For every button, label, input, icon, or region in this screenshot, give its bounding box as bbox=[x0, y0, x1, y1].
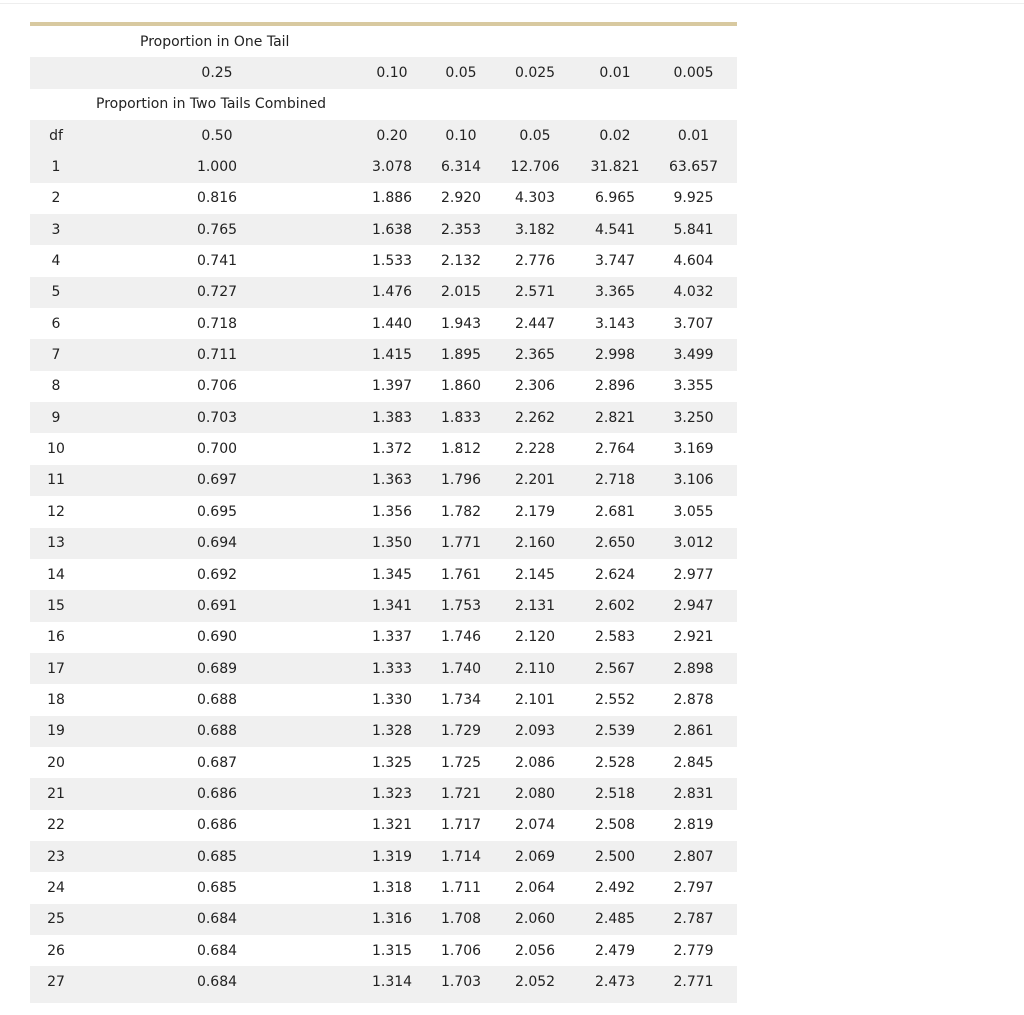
critical-value-cell: 2.764 bbox=[594, 441, 636, 458]
critical-value-cell: 2.069 bbox=[490, 841, 580, 872]
critical-value-cell: 3.250 bbox=[650, 402, 737, 433]
critical-value-cell: 2.528 bbox=[594, 754, 636, 771]
table-row bbox=[30, 841, 737, 872]
critical-value-cell: 2.101 bbox=[514, 691, 556, 708]
critical-value-cell: 6.314 bbox=[432, 151, 490, 182]
critical-value-cell: 1.860 bbox=[440, 378, 482, 395]
critical-value-cell: 0.691 bbox=[82, 590, 352, 621]
critical-value-cell: 1.761 bbox=[440, 566, 482, 583]
critical-value-cell: 1.706 bbox=[440, 942, 482, 959]
t-distribution-table bbox=[30, 26, 737, 998]
table-row bbox=[30, 872, 737, 903]
critical-value-cell: 1.833 bbox=[432, 402, 490, 433]
critical-value-cell: 4.032 bbox=[650, 277, 737, 308]
table-row bbox=[30, 371, 737, 402]
critical-value-cell: 1.476 bbox=[352, 277, 432, 308]
critical-value-cell: 1.943 bbox=[440, 315, 482, 332]
critical-value-cell: 1.383 bbox=[352, 402, 432, 433]
one-tail-value: 0.25 bbox=[82, 57, 352, 88]
table-continuation-row bbox=[30, 998, 737, 1003]
critical-value-cell: 0.700 bbox=[196, 441, 238, 458]
critical-value-cell: 1.711 bbox=[440, 879, 482, 896]
two-tail-value: 0.01 bbox=[650, 120, 737, 151]
critical-value-cell: 2.898 bbox=[650, 653, 737, 684]
critical-value-cell: 2.845 bbox=[673, 754, 714, 771]
critical-value-cell: 2.583 bbox=[594, 629, 636, 646]
critical-value-cell: 6.965 bbox=[594, 190, 636, 207]
critical-value-cell: 0.695 bbox=[196, 503, 238, 520]
critical-value-cell: 1.397 bbox=[371, 378, 413, 395]
critical-value-cell: 2.797 bbox=[673, 879, 714, 896]
critical-value-cell: 2.492 bbox=[594, 879, 636, 896]
table-row bbox=[30, 684, 737, 715]
critical-value-cell: 0.689 bbox=[82, 653, 352, 684]
critical-value-cell: 0.686 bbox=[196, 817, 238, 834]
critical-value-cell: 5.841 bbox=[650, 214, 737, 245]
df-cell: 14 bbox=[47, 566, 65, 583]
df-cell: 5 bbox=[30, 277, 82, 308]
critical-value-cell: 1.895 bbox=[432, 339, 490, 370]
critical-value-cell: 3.106 bbox=[650, 465, 737, 496]
critical-value-cell: 1.796 bbox=[432, 465, 490, 496]
critical-value-cell: 2.552 bbox=[594, 691, 636, 708]
critical-value-cell: 2.921 bbox=[673, 629, 714, 646]
df-cell: 20 bbox=[47, 754, 65, 771]
critical-value-cell: 1.721 bbox=[432, 778, 490, 809]
df-cell: 18 bbox=[47, 691, 65, 708]
critical-value-cell: 2.819 bbox=[673, 817, 714, 834]
critical-value-cell: 0.697 bbox=[82, 465, 352, 496]
critical-value-cell: 3.747 bbox=[594, 253, 636, 270]
critical-value-cell: 0.685 bbox=[82, 841, 352, 872]
critical-value-cell: 2.718 bbox=[580, 465, 650, 496]
df-cell: 8 bbox=[51, 378, 61, 395]
one-tail-value: 0.05 bbox=[432, 57, 490, 88]
df-cell: 16 bbox=[47, 629, 65, 646]
table-row bbox=[30, 747, 737, 778]
critical-value-cell: 2.120 bbox=[514, 629, 556, 646]
critical-value-cell: 2.064 bbox=[514, 879, 556, 896]
critical-value-cell: 2.060 bbox=[490, 904, 580, 935]
critical-value-cell: 1.753 bbox=[432, 590, 490, 621]
critical-value-cell: 1.321 bbox=[371, 817, 413, 834]
table-row bbox=[30, 622, 737, 653]
critical-value-cell: 2.080 bbox=[490, 778, 580, 809]
critical-value-cell: 1.812 bbox=[440, 441, 482, 458]
table-row bbox=[30, 904, 737, 935]
critical-value-cell: 2.132 bbox=[440, 253, 482, 270]
critical-value-cell: 2.821 bbox=[580, 402, 650, 433]
df-cell: 2 bbox=[51, 190, 61, 207]
one-tail-value: 0.005 bbox=[650, 57, 737, 88]
critical-value-cell: 1.703 bbox=[432, 966, 490, 997]
table-row bbox=[30, 214, 737, 245]
df-cell: 6 bbox=[51, 315, 61, 332]
table-row bbox=[30, 308, 737, 339]
critical-value-cell: 2.861 bbox=[650, 716, 737, 747]
critical-value-cell: 1.319 bbox=[352, 841, 432, 872]
table-row bbox=[30, 277, 737, 308]
critical-value-cell: 0.765 bbox=[82, 214, 352, 245]
critical-value-cell: 2.056 bbox=[514, 942, 556, 959]
df-cell: 17 bbox=[30, 653, 82, 684]
table-row bbox=[30, 339, 737, 370]
table-row bbox=[30, 935, 737, 966]
critical-value-cell: 2.228 bbox=[514, 441, 556, 458]
df-cell: 11 bbox=[30, 465, 82, 496]
critical-value-cell: 1.729 bbox=[432, 716, 490, 747]
critical-value-cell: 0.687 bbox=[196, 754, 238, 771]
critical-value-cell: 1.415 bbox=[352, 339, 432, 370]
table-row bbox=[30, 433, 737, 464]
critical-value-cell: 1.328 bbox=[352, 716, 432, 747]
critical-value-cell: 4.604 bbox=[673, 253, 714, 270]
critical-value-cell: 2.110 bbox=[490, 653, 580, 684]
two-tails-label: Proportion in Two Tails Combined bbox=[96, 96, 327, 113]
one-tail-value: 0.025 bbox=[490, 57, 580, 88]
critical-value-cell: 1.440 bbox=[371, 315, 413, 332]
critical-value-cell: 1.638 bbox=[352, 214, 432, 245]
critical-value-cell: 2.807 bbox=[650, 841, 737, 872]
critical-value-cell: 2.052 bbox=[490, 966, 580, 997]
critical-value-cell: 1.337 bbox=[371, 629, 413, 646]
table-row bbox=[30, 778, 737, 809]
critical-value-cell: 2.602 bbox=[580, 590, 650, 621]
critical-value-cell: 1.372 bbox=[371, 441, 413, 458]
critical-value-cell: 2.947 bbox=[650, 590, 737, 621]
critical-value-cell: 2.479 bbox=[594, 942, 636, 959]
critical-value-cell: 2.878 bbox=[673, 691, 714, 708]
df-cell: 3 bbox=[30, 214, 82, 245]
critical-value-cell: 0.706 bbox=[196, 378, 238, 395]
critical-value-cell: 1.345 bbox=[371, 566, 413, 583]
df-cell: 10 bbox=[47, 441, 65, 458]
critical-value-cell: 0.741 bbox=[196, 253, 238, 270]
table-row bbox=[30, 245, 737, 276]
df-cell: 19 bbox=[30, 716, 82, 747]
critical-value-cell: 1.708 bbox=[432, 904, 490, 935]
critical-value-cell: 63.657 bbox=[650, 151, 737, 182]
critical-value-cell: 2.831 bbox=[650, 778, 737, 809]
critical-value-cell: 2.015 bbox=[432, 277, 490, 308]
df-cell: 21 bbox=[30, 778, 82, 809]
critical-value-cell: 2.977 bbox=[673, 566, 714, 583]
critical-value-cell: 2.776 bbox=[514, 253, 556, 270]
critical-value-cell: 0.684 bbox=[196, 942, 238, 959]
df-cell: 26 bbox=[47, 942, 65, 959]
critical-value-cell: 1.886 bbox=[371, 190, 413, 207]
df-cell: 22 bbox=[47, 817, 65, 834]
critical-value-cell: 1.323 bbox=[352, 778, 432, 809]
critical-value-cell: 2.624 bbox=[594, 566, 636, 583]
critical-value-cell: 12.706 bbox=[490, 151, 580, 182]
df-cell: 4 bbox=[51, 253, 61, 270]
two-tail-value: 0.20 bbox=[352, 120, 432, 151]
two-tail-value: 0.50 bbox=[82, 120, 352, 151]
critical-value-cell: 2.650 bbox=[580, 528, 650, 559]
df-cell: 24 bbox=[47, 879, 65, 896]
df-cell: 1 bbox=[30, 151, 82, 182]
critical-value-cell: 2.086 bbox=[514, 754, 556, 771]
critical-value-cell: 2.262 bbox=[490, 402, 580, 433]
critical-value-cell: 2.306 bbox=[514, 378, 556, 395]
table-row bbox=[30, 559, 737, 590]
two-tail-value: 0.02 bbox=[580, 120, 650, 151]
critical-value-cell: 3.012 bbox=[650, 528, 737, 559]
critical-value-cell: 0.694 bbox=[82, 528, 352, 559]
table-row bbox=[30, 716, 737, 747]
df-cell: 13 bbox=[30, 528, 82, 559]
one-tail-value: 0.10 bbox=[352, 57, 432, 88]
critical-value-cell: 2.365 bbox=[490, 339, 580, 370]
critical-value-cell: 2.567 bbox=[580, 653, 650, 684]
critical-value-cell: 2.093 bbox=[490, 716, 580, 747]
one-tail-value: 0.01 bbox=[580, 57, 650, 88]
critical-value-cell: 2.998 bbox=[580, 339, 650, 370]
table-row bbox=[30, 151, 737, 182]
table-row bbox=[30, 183, 737, 214]
page-top-rule bbox=[0, 0, 1024, 4]
critical-value-cell: 2.145 bbox=[514, 566, 556, 583]
critical-value-cell: 0.692 bbox=[196, 566, 238, 583]
table-row bbox=[30, 590, 737, 621]
df-cell: 7 bbox=[30, 339, 82, 370]
df-cell: 27 bbox=[30, 966, 82, 997]
df-cell: 25 bbox=[30, 904, 82, 935]
critical-value-cell: 4.541 bbox=[580, 214, 650, 245]
critical-value-cell: 1.734 bbox=[440, 691, 482, 708]
critical-value-cell: 1.363 bbox=[352, 465, 432, 496]
critical-value-cell: 2.508 bbox=[594, 817, 636, 834]
critical-value-cell: 3.182 bbox=[490, 214, 580, 245]
df-cell: 15 bbox=[30, 590, 82, 621]
critical-value-cell: 1.533 bbox=[371, 253, 413, 270]
table-row bbox=[30, 528, 737, 559]
one-tail-label: Proportion in One Tail bbox=[140, 33, 290, 50]
table-row bbox=[30, 810, 737, 841]
critical-value-cell: 3.078 bbox=[352, 151, 432, 182]
two-tails-values-row bbox=[30, 120, 737, 151]
critical-value-cell: 2.179 bbox=[514, 503, 556, 520]
critical-value-cell: 1.318 bbox=[371, 879, 413, 896]
critical-value-cell: 0.727 bbox=[82, 277, 352, 308]
two-tail-value: 0.05 bbox=[490, 120, 580, 151]
critical-value-cell: 1.740 bbox=[432, 653, 490, 684]
critical-value-cell: 1.000 bbox=[82, 151, 352, 182]
t-distribution-table-container bbox=[30, 22, 737, 1003]
critical-value-cell: 2.074 bbox=[514, 817, 556, 834]
critical-value-cell: 3.499 bbox=[650, 339, 737, 370]
critical-value-cell: 2.353 bbox=[432, 214, 490, 245]
critical-value-cell: 0.816 bbox=[196, 190, 238, 207]
table-row bbox=[30, 653, 737, 684]
critical-value-cell: 2.571 bbox=[490, 277, 580, 308]
df-cell: 23 bbox=[30, 841, 82, 872]
critical-value-cell: 1.771 bbox=[432, 528, 490, 559]
critical-value-cell: 2.447 bbox=[514, 315, 556, 332]
one-tail-values-row bbox=[30, 57, 737, 88]
critical-value-cell: 0.688 bbox=[82, 716, 352, 747]
two-tail-value: 0.10 bbox=[432, 120, 490, 151]
critical-value-cell: 2.201 bbox=[490, 465, 580, 496]
critical-value-cell: 0.718 bbox=[196, 315, 238, 332]
critical-value-cell: 1.717 bbox=[440, 817, 482, 834]
critical-value-cell: 0.684 bbox=[82, 966, 352, 997]
critical-value-cell: 1.356 bbox=[371, 503, 413, 520]
critical-value-cell: 2.473 bbox=[580, 966, 650, 997]
two-tails-label-row bbox=[30, 89, 737, 120]
critical-value-cell: 2.920 bbox=[440, 190, 482, 207]
critical-value-cell: 1.316 bbox=[352, 904, 432, 935]
df-cell: 12 bbox=[47, 503, 65, 520]
critical-value-cell: 2.485 bbox=[580, 904, 650, 935]
critical-value-cell: 1.333 bbox=[352, 653, 432, 684]
critical-value-cell: 2.681 bbox=[594, 503, 636, 520]
critical-value-cell: 31.821 bbox=[580, 151, 650, 182]
table-row bbox=[30, 465, 737, 496]
critical-value-cell: 1.314 bbox=[352, 966, 432, 997]
critical-value-cell: 1.325 bbox=[371, 754, 413, 771]
critical-value-cell: 2.771 bbox=[650, 966, 737, 997]
table-body bbox=[30, 26, 737, 998]
critical-value-cell: 1.746 bbox=[440, 629, 482, 646]
df-header: df bbox=[30, 120, 82, 151]
critical-value-cell: 0.711 bbox=[82, 339, 352, 370]
critical-value-cell: 2.160 bbox=[490, 528, 580, 559]
table-row bbox=[30, 496, 737, 527]
critical-value-cell: 3.169 bbox=[673, 441, 714, 458]
critical-value-cell: 1.341 bbox=[352, 590, 432, 621]
critical-value-cell: 2.787 bbox=[650, 904, 737, 935]
critical-value-cell: 4.303 bbox=[514, 190, 556, 207]
one-tail-label-row bbox=[30, 26, 737, 57]
critical-value-cell: 0.703 bbox=[82, 402, 352, 433]
critical-value-cell: 2.131 bbox=[490, 590, 580, 621]
critical-value-cell: 0.688 bbox=[196, 691, 238, 708]
critical-value-cell: 1.330 bbox=[371, 691, 413, 708]
critical-value-cell: 3.143 bbox=[594, 315, 636, 332]
critical-value-cell: 1.350 bbox=[352, 528, 432, 559]
critical-value-cell: 3.055 bbox=[673, 503, 714, 520]
critical-value-cell: 0.685 bbox=[196, 879, 238, 896]
table-row bbox=[30, 402, 737, 433]
critical-value-cell: 2.896 bbox=[594, 378, 636, 395]
critical-value-cell: 1.315 bbox=[371, 942, 413, 959]
critical-value-cell: 0.684 bbox=[82, 904, 352, 935]
critical-value-cell: 2.779 bbox=[673, 942, 714, 959]
critical-value-cell: 0.686 bbox=[82, 778, 352, 809]
critical-value-cell: 3.355 bbox=[673, 378, 714, 395]
critical-value-cell: 2.500 bbox=[580, 841, 650, 872]
critical-value-cell: 1.725 bbox=[440, 754, 482, 771]
table-row bbox=[30, 966, 737, 997]
critical-value-cell: 2.518 bbox=[580, 778, 650, 809]
critical-value-cell: 3.365 bbox=[580, 277, 650, 308]
critical-value-cell: 3.707 bbox=[673, 315, 714, 332]
critical-value-cell: 0.690 bbox=[196, 629, 238, 646]
critical-value-cell: 1.714 bbox=[432, 841, 490, 872]
critical-value-cell: 1.782 bbox=[440, 503, 482, 520]
df-cell: 9 bbox=[30, 402, 82, 433]
critical-value-cell: 9.925 bbox=[673, 190, 714, 207]
critical-value-cell: 2.539 bbox=[580, 716, 650, 747]
